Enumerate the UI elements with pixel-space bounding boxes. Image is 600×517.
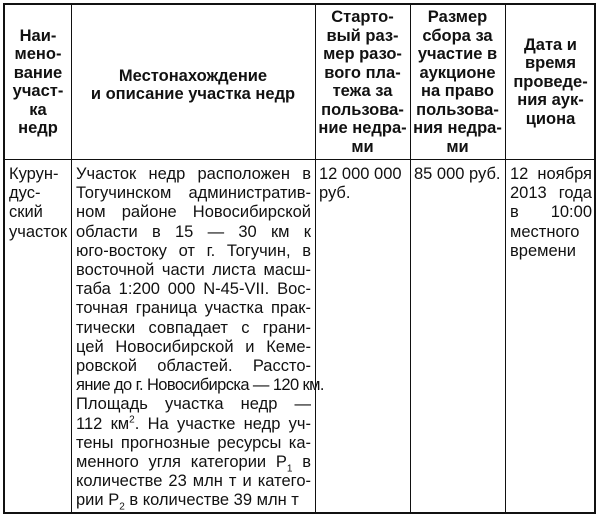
header-name: Наи- мено- вание участ- ка недр xyxy=(12,26,64,137)
header-fee: Размер сбора за участие в аукционе на право пользова- ния недра- ми xyxy=(413,8,502,156)
cell-name: Курун- дус- ский участок xyxy=(9,165,68,241)
header-location: Местонахождение и описание участка недр xyxy=(90,66,296,103)
cell-description: Участок недр расположен в Тогучинском административ- ном районе Новосибирской области в 15 — 30 км к юго-востоку от г. Тогучин, в восточной части листа масш- таба 1:200 000 N-45-VII. Вос- точная граница участка прак- тически совпадает с грани- цей Новосибирской и Кеме- ровской областей. Рассто- яние до г. Новосибирска — 120 км. Площадь участка недр — 112 $км^2$. На участке недр уч- тены прогнозные ресурсы ка- менного угля категории $Р_1$ в количестве 23 млн т и катего- рии $Р_2$ в количестве 39 млн т xyxy=(76,165,324,513)
header-date: Дата и время проведе- ния аук- циона xyxy=(513,35,588,128)
category2-line: рии $Р_2$ в количестве 39 млн т xyxy=(76,491,299,513)
cell-start-payment: 12 000 000 руб. xyxy=(319,165,402,203)
auction-table xyxy=(3,3,596,514)
area-line: 112 $км^2$. На участке недр уч- xyxy=(76,414,312,433)
cell-date: 12 ноября 2013 года в 10:00 местного времени xyxy=(510,165,592,260)
category1-line: менного угля категории $Р_1$ в xyxy=(76,453,311,475)
header-start-payment: Старто- вый раз- мер разо- вого пла- тежа за пользова- ние недра- ми xyxy=(318,8,407,156)
cell-fee: 85 000 руб. xyxy=(414,165,501,183)
header-divider xyxy=(5,159,594,160)
